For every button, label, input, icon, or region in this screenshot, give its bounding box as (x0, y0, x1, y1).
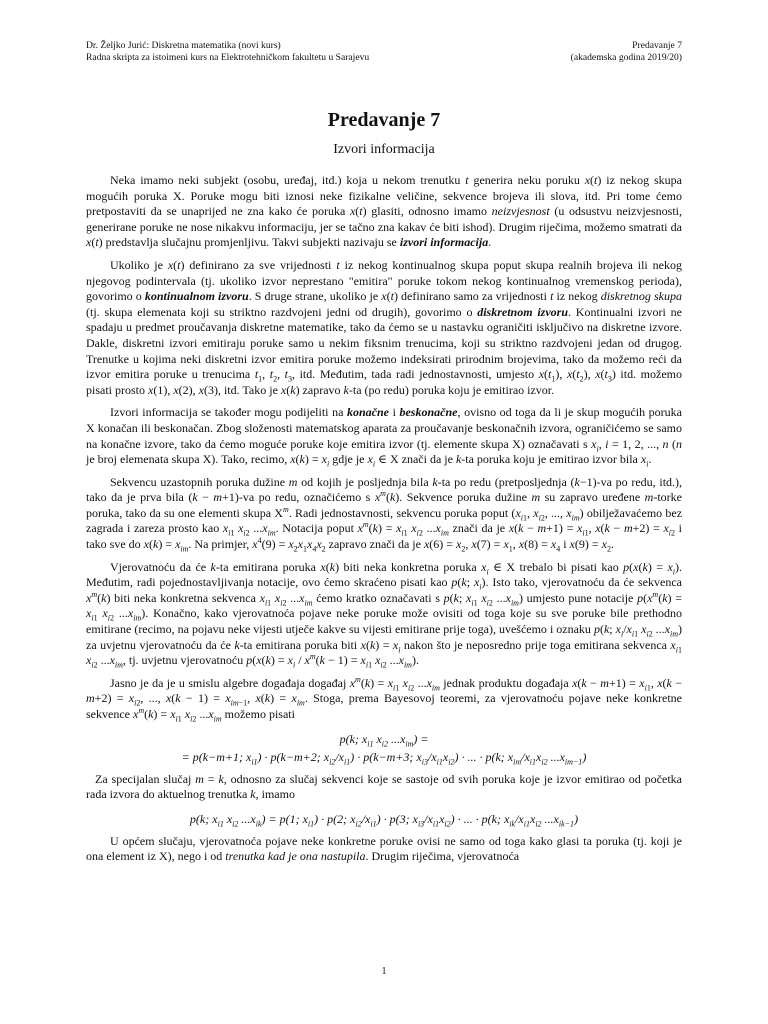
paragraph-4: Sekvencu uzastopnih poruka dužine m od kojih je posljednja bila k-ta po redu (pretposljednja (k−1)-va po redu, itd.), tako da je prva bila (k − m+1)-va po redu, označićemo s $x^m(k)$. Sekvence poruka dužine m su zapravo uređene m-torke poruka, tako da su one elementi skupa $X^m$. Radi jednostavnosti, sekvencu poruka poput ($x_{i1}$, $x_{i2}$, ..., $x_{im}$) obilježavaćemo bez zagrada i zareza prosto kao $x_{i1}$ $x_{i2}$ $...x_{im}$. Notacija poput $x^m(k) = x_{i1}$ $x_{i2}$ $...x_{im}$ znači da je $x(k - m+1) = x_{i1}$, $x(k - m+2) = x_{i2}$ i tako sve do $x(k) = x_{im}$. Na primjer, $x^4(9) = x_2x_1x_4x_2$ zapravo znači da je $x(6) = x_2$, $x(7) = x_1$, $x(8) = x_4$ i $x(9) = x_2$. (86, 474, 683, 554)
equation-special-case: p(k; $x_{i1}$ $x_{i2}$ $...x_{ik}) = p(1$; $x_{i1}) \cdot p(2$; $x_{i2}/x_{i1}) \cdot p(3$; $x_{i3}/x_{i1}x_{i2}$) · ... · p(k; $x_{ik}/x_{i1}x_{i2}$ $...x_{ik-1}$) (189, 811, 579, 829)
page-number: 1 (381, 966, 387, 977)
page-title: Predavanje 7 (327, 109, 441, 131)
header-author-course: Dr. Željko Jurić: Diskretna matematika (novi kurs) (86, 40, 281, 51)
equation-bayes: p(k; $x_{i1}$ $x_{i2}$ $...x_{im}$) = = p(k−m+1; $x_{i1}) \cdot p(k-m+2$; $x_{i2}/x_{i1}) \cdot p(k-m+3$; $x_{i3}/x_{i1}x_{i2}$) · ... · p(k; $x_{im}/x_{i1}x_{i2}$ $...x_{im-1}$) (181, 731, 587, 766)
header-script-info: Radna skripta za istoimeni kurs na Elektrotehničkom fakultetu u Sarajevu (86, 52, 370, 63)
paragraph-2: Ukoliko je x(t) definirano za sve vrijednosti t iz nekog kontinualnog skupa poput skupa realnih brojeva ili nekog njegovog podintervala (tj. ukoliko izvor neprestano "emitira" poruke tokom nekog kontinualnog vremenskog perioda), govorimo o kontinualnom izvoru. S druge strane, ukoliko je x(t) definirano samo za vrijednosti t iz nekog diskretnog skupa (tj. skupa elemenata koji su striktno razdvojeni jedni od drugih), govorimo o diskretnom izvoru. Kontinualni izvori ne spadaju u predmet proučavanja diskretne matematike, tako da ćemo se u nastavku ograničiti isključivo na diskretne izvore. Dakle, diskretni izvori emitiraju poruke samo u nekim fiksnim trenucima, koji su striktno razdvojeni jedan od drugog. Trenutke u kojima neki diskretni izvor emitira poruke možemo indeksirati prirodnim brojevima, tako da možemo reći da izvor emitira poruke u trenucima $t_1$, $t_2$, $t_3$, itd. Međutim, tada radi jednostavnosti, umjesto $x(t_1)$, $x(t_2)$, $x(t_3)$ itd. možemo pisati prosto x(1), x(2), x(3), itd. Tako je x(k) zapravo k-ta (po redu) poruka koju je emitirao izvor. (86, 257, 682, 397)
paragraph-1: Neka imamo neki subjekt (osobu, uređaj, itd.) koja u nekom trenutku t generira neku poruku x(t) iz nekog skupa mogućih poruka X. Poruke mogu biti iznosi neke fizikalne veličine, sekvence brojeva ili slova, itd. Pri tome ćemo pretpostaviti da se unaprijed ne zna kako će poruka x(t) glasiti, odnosno imamo neizvjesnost (u odsustvu neizvjesnosti, generirane poruke ne nose nikakvu informaciju, jer se tačno zna kakav će biti ishod). Drugim riječima, možemo smatrati da x(t) predstavlja slučajnu promjenljivu. Takvi subjekti nazivaju se izvori informacija. (86, 173, 683, 250)
header-academic-year: (akademska godina 2019/20) (570, 52, 682, 63)
header-lecture-number: Predavanje 7 (632, 40, 682, 51)
paragraph-8: U općem slučaju, vjerovatnoća pojave neke konkretne poruke ovisi ne samo od toga kako glasi ta poruka (tj. koji je ona element iz X), nego i od trenutka kad je ona nastupila. Drugim riječima, vjerovatnoća (86, 833, 682, 864)
paragraph-5: Vjerovatnoću da će k-ta emitirana poruka x(k) biti neka konkretna poruka $x_i$ ∈ X trebalo bi pisati kao $p(x(k) = x_i)$. Međutim, radi pojednostavljivanja notacije, ovo ćemo skraćeno pisati kao p(k; $x_i$). Isto tako, vjerovatnoću da će sekvenca $x^m(k)$ biti neka konkretna sekvenca $x_{i1}$ $x_{i2}$ $...x_{im}$ ćemo kratko označavati s p(k; $x_{i1}$ $x_{i2}$ $...x_{im}$) umjesto pune notacije $p(x^m(k) = x_{i1}$ $x_{i2}$ $...x_{im}$). Konačno, kako vjerovatnoća pojave neke poruke može ovisiti od toga koje su sve poruke bile prethodno emitirane (recimo, na pojavu neke vijesti utječe kakve su vijesti emitirane prije toga), uvešćemo i oznaku p(k; $x_i/x_{i1}$ $x_{i2}$ $...x_{im}$) za uvjetnu vjerovatnoću da će k-ta emitirana poruka biti $x(k) = x_i$ nakon što je neposredno prije toga emitirana sekvenca $x_{i1}$ $x_{i2}$ $...x_{im}$, tj. uvjetnu vjerovatnoću $p(x(k) = x_i / x^m(k - 1) = x_{i1}$ $x_{i2}$ $...x_{im}$). (86, 559, 683, 670)
paragraph-6: Jasno je da je u smislu algebre događaja događaj $x^m(k) = x_{i1}$ $x_{i2}$ $...x_{im}$ jednak produktu događaja $x(k - m+1) = x_{i1}$, $x(k - m+2) = x_{i2}$, ..., $x(k - 1) = x_{im-1}$, $x(k) = x_{im}$. Stoga, prema Bayesovoj teoremi, za vjerovatnoću pojave neke konkretne sekvence $x^m(k) = x_{i1}$ $x_{i2}$ $...x_{im}$ možemo pisati (86, 674, 683, 724)
paragraph-7: Za specijalan slučaj m = k, odnosno za slučaj sekvenci koje se sastoje od svih poruka koje je izvor emitirao od početka rada izvora do aktuelnog trenutka k, imamo (86, 771, 682, 802)
running-header (86, 40, 682, 64)
paragraph-3: Izvori informacija se također mogu podijeliti na konačne i beskonačne, ovisno od toga da li je skup mogućih poruka X konačan ili beskonačan. Zbog složenosti matematskog aparata za proučavanje beskonačnih izvora, ograničićemo se samo na konačne izvore, tako da ćemo moguće poruke koje emitira izvor (tj. elemente skupa X) označavati s $x_i$, i = 1, 2, ..., n (n je broj elemenata skupa X). Tako, recimo, $x(k) = x_i$ gdje je $x_i$ ∈ X znači da je k-ta poruka koju je emitirao izvor bila $x_i$. (86, 405, 682, 469)
section-title: Izvori informacija (333, 142, 435, 157)
